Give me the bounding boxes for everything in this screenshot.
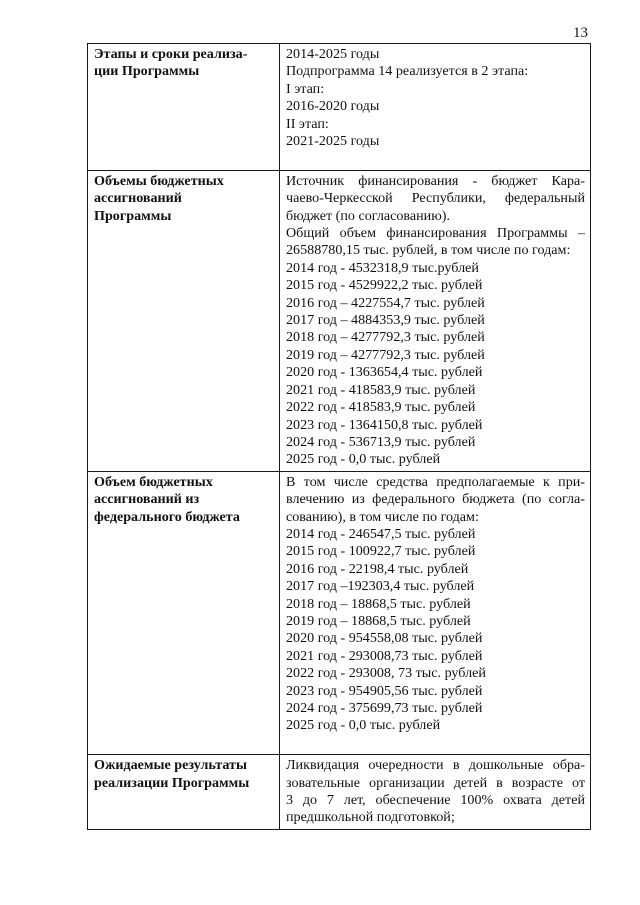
budget-year-item: 2021 год - 418583,9 тыс. рублей: [286, 381, 476, 398]
program-passport-table: [87, 43, 591, 830]
stages-line: 2021-2025 годы: [286, 133, 380, 150]
federal-year-item: 2017 год –192303,4 тыс. рублей: [286, 578, 475, 595]
budget-content: [280, 170, 591, 471]
budget-source-line: чаево-Черкесской Республики, федеральный: [286, 190, 585, 207]
results-label-line: реализации Программы: [94, 774, 250, 791]
table-row-budget: [88, 170, 591, 471]
federal-year-item: 2021 год - 293008,73 тыс. рублей: [286, 647, 483, 664]
budget-year-item: 2016 год – 4227554,7 тыс. рублей: [286, 294, 485, 311]
federal-year-item: 2016 год - 22198,4 тыс. рублей: [286, 560, 469, 577]
budget-source-line: Источник финансирования - бюджет Кара-: [286, 172, 585, 189]
stages-label: [88, 44, 280, 171]
stages-line: 2014-2025 годы: [286, 46, 380, 62]
stages-label-line: Этапы и сроки реализа-: [94, 46, 248, 62]
federal-label: [88, 471, 280, 754]
results-text-line: Ликвидация очередности в дошкольные обра-: [286, 757, 585, 774]
federal-intro-line: влечению из федерального бюджета (по согла-: [286, 491, 585, 508]
stages-line: 2016-2020 годы: [286, 98, 380, 115]
budget-label-line: Программы: [94, 207, 172, 224]
budget-total-line: 26588780,15 тыс. рублей, в том числе по годам:: [286, 242, 571, 259]
budget-total-line: Общий объем финансирования Программы –: [286, 225, 585, 242]
page-number: 13: [573, 25, 588, 41]
stages-line: II этап:: [286, 115, 329, 132]
federal-label-line: федерального бюджета: [94, 508, 240, 525]
budget-year-item: 2017 год – 4884353,9 тыс. рублей: [286, 312, 485, 329]
federal-intro-line: В том числе средства предполагаемые к при-: [286, 473, 585, 490]
table-row-federal: [88, 471, 591, 754]
results-text-line: 3 до 7 лет, обеспечение 100% охвата детей: [286, 792, 585, 809]
results-text-line: зовательные организации детей в возрасте от: [286, 774, 585, 791]
budget-year-item: 2018 год – 4277792,3 тыс. рублей: [286, 329, 485, 346]
budget-year-item: 2020 год - 1363654,4 тыс. рублей: [286, 364, 483, 381]
budget-year-item: 2019 год – 4277792,3 тыс. рублей: [286, 346, 485, 363]
results-content: [280, 755, 591, 830]
stages-line: I этап:: [286, 80, 325, 97]
federal-year-item: 2020 год - 954558,08 тыс. рублей: [286, 630, 483, 647]
results-label-line: Ожидаемые результаты: [94, 757, 247, 774]
federal-intro-line: сованию), в том числе по годам:: [286, 508, 479, 525]
federal-year-item: 2025 год - 0,0 тыс. рублей: [286, 717, 441, 734]
federal-label-line: Объем бюджетных: [94, 473, 213, 490]
budget-year-item: 2014 год - 4532318,9 тыс.рублей: [286, 259, 479, 276]
results-label: [88, 755, 280, 830]
budget-label: [88, 170, 280, 471]
budget-year-item: 2024 год - 536713,9 тыс. рублей: [286, 433, 476, 450]
budget-year-item: 2015 год - 4529922,2 тыс. рублей: [286, 277, 483, 294]
table-row-results: [88, 755, 591, 830]
blank-line: [286, 735, 585, 752]
budget-label-line: ассигнований: [94, 190, 182, 207]
stages-label-line: ции Программы: [94, 63, 200, 80]
blank-line: [286, 150, 585, 167]
federal-year-item: 2022 год - 293008, 73 тыс. рублей: [286, 665, 486, 682]
federal-year-item: 2024 год - 375699,73 тыс. рублей: [286, 700, 483, 717]
federal-year-item: 2023 год - 954905,56 тыс. рублей: [286, 682, 483, 699]
federal-content: [280, 471, 591, 754]
results-text-line: предшкольной подготовкой;: [286, 809, 455, 826]
federal-year-item: 2019 год – 18868,5 тыс. рублей: [286, 612, 471, 629]
table-row-stages: [88, 44, 591, 171]
budget-year-item: 2022 год - 418583,9 тыс. рублей: [286, 399, 476, 416]
federal-year-item: 2018 год – 18868,5 тыс. рублей: [286, 595, 471, 612]
budget-year-item: 2025 год - 0,0 тыс. рублей: [286, 451, 441, 468]
budget-source-line: бюджет (по согласованию).: [286, 207, 450, 224]
stages-content: [280, 44, 591, 171]
stages-line: Подпрограмма 14 реализуется в 2 этапа:: [286, 63, 529, 80]
federal-year-item: 2014 год - 246547,5 тыс. рублей: [286, 525, 476, 542]
federal-label-line: ассигнований из: [94, 491, 200, 508]
budget-label-line: Объемы бюджетных: [94, 172, 224, 189]
federal-year-item: 2015 год - 100922,7 тыс. рублей: [286, 543, 476, 560]
budget-year-item: 2023 год - 1364150,8 тыс. рублей: [286, 416, 483, 433]
